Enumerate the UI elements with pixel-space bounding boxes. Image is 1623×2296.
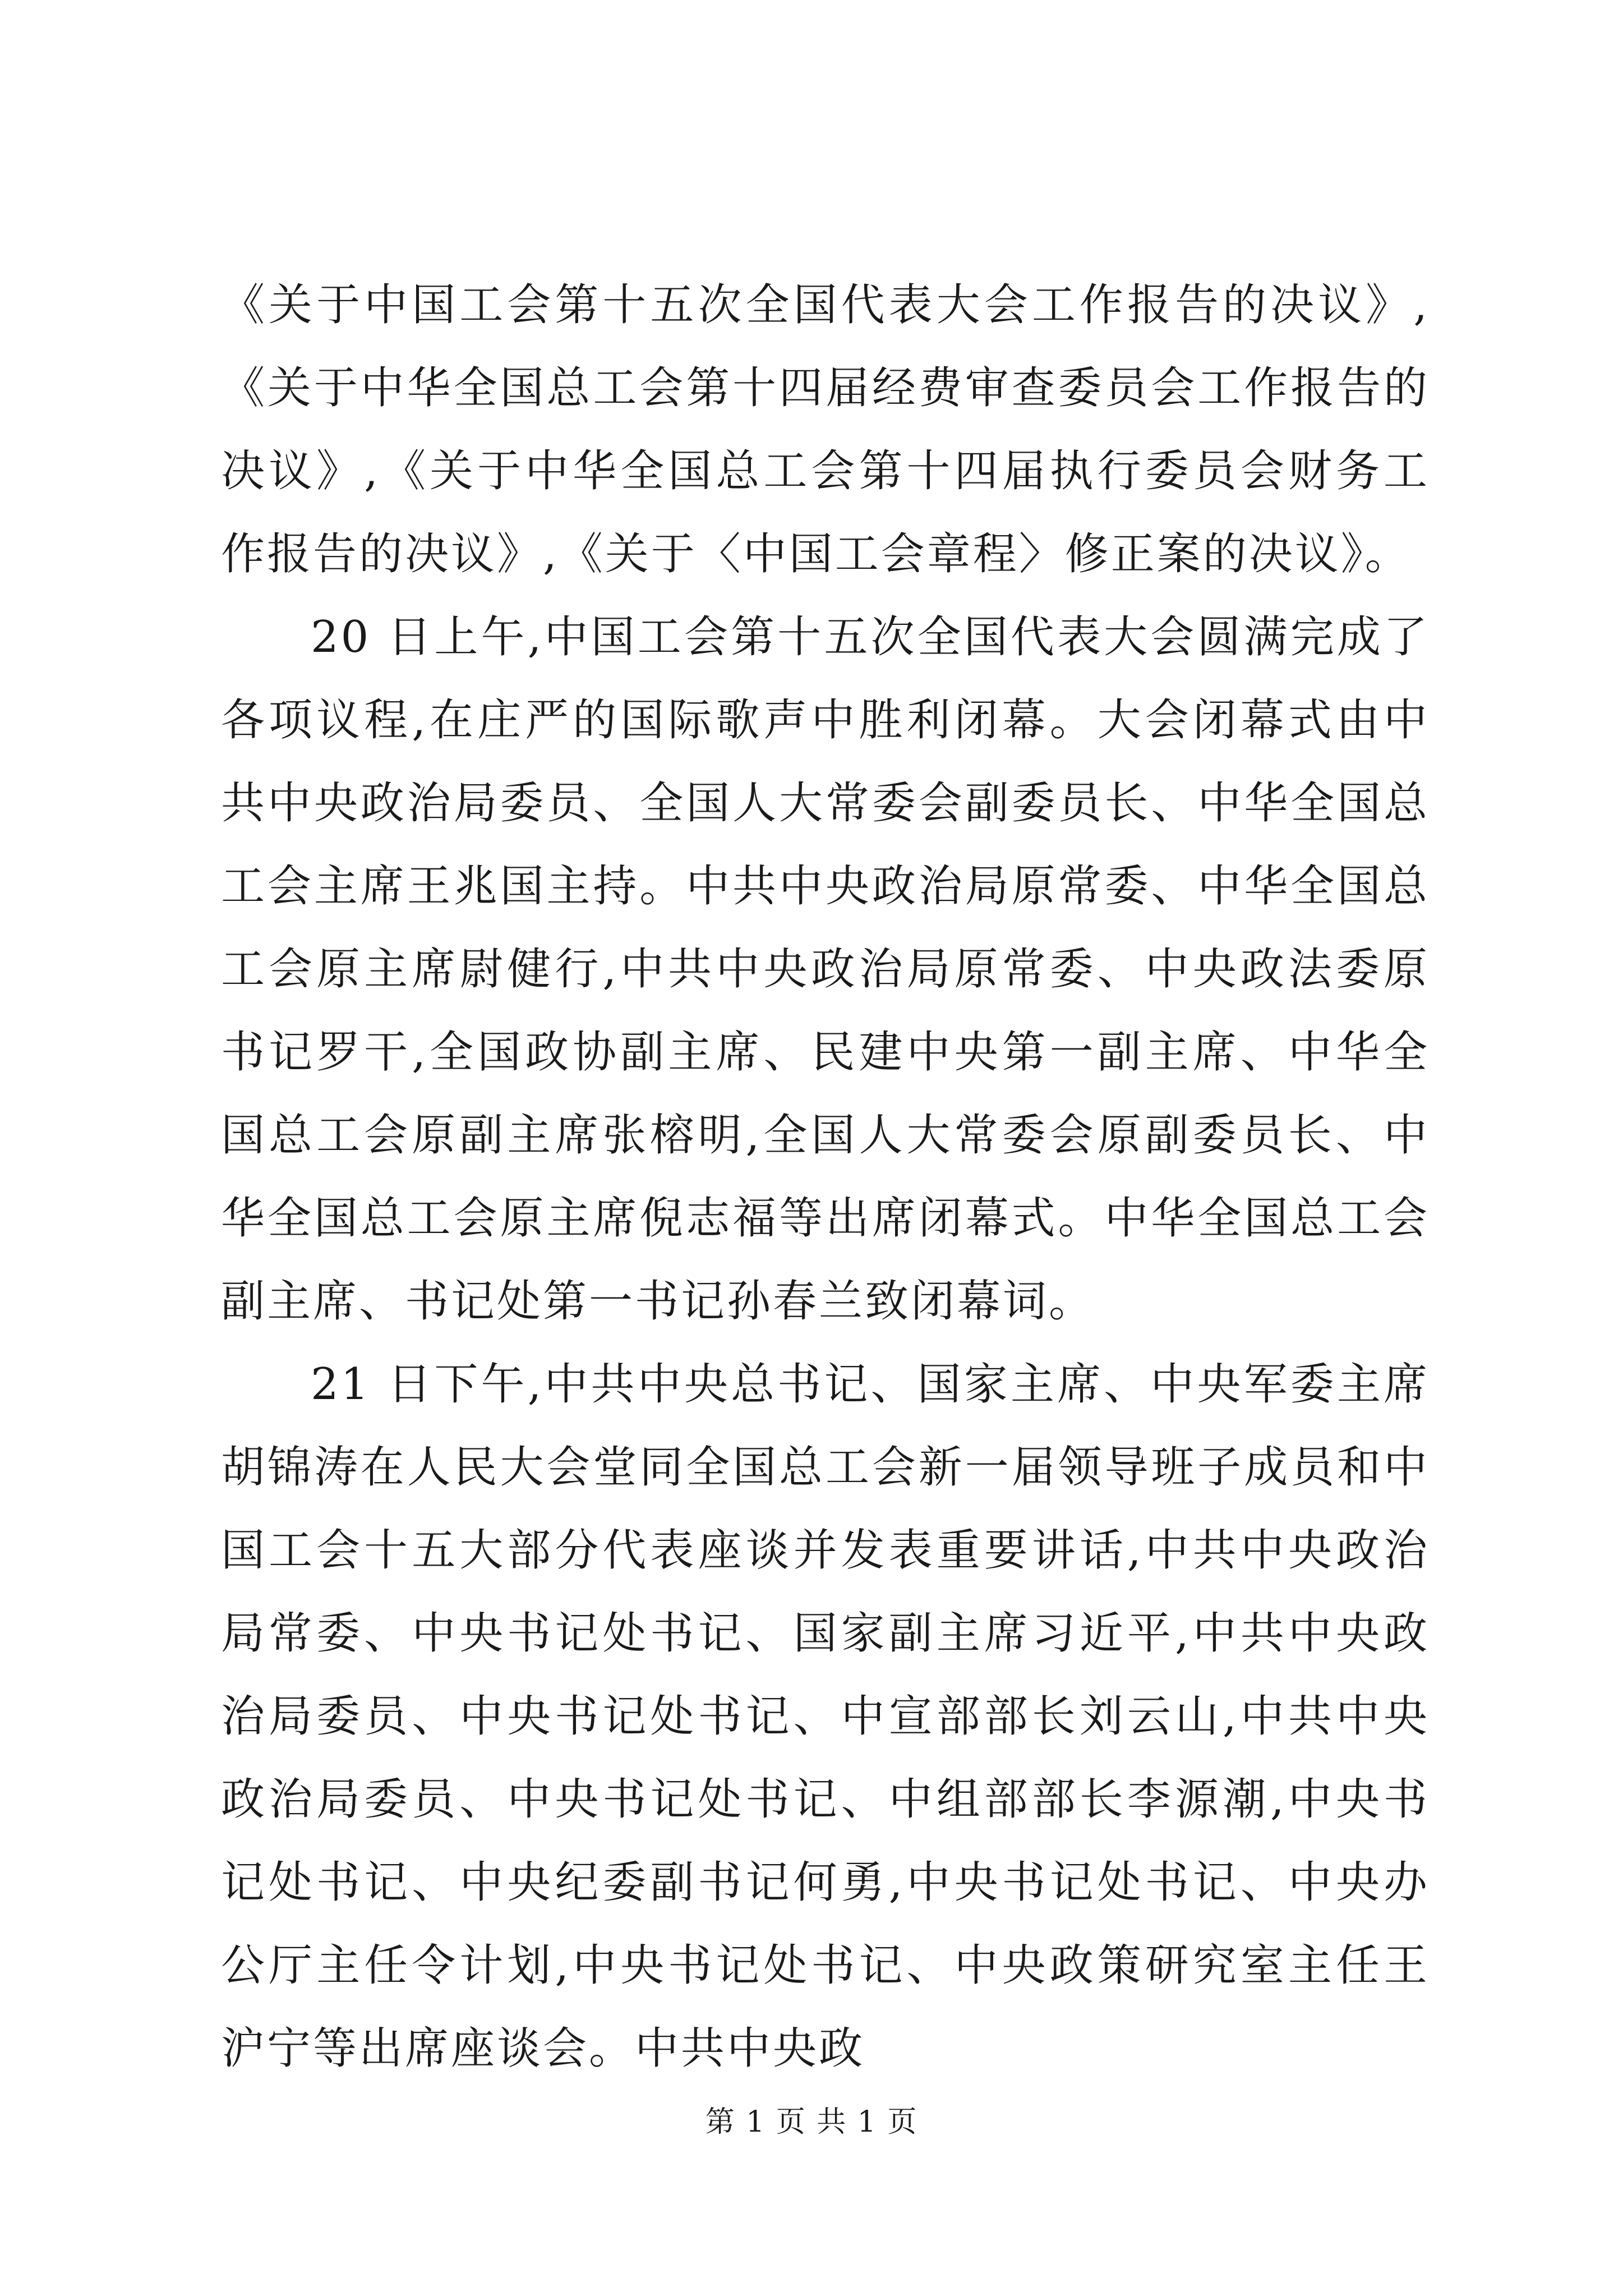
paragraph-3: 21 日下午,中共中央总书记、国家主席、中央军委主席胡锦涛在人民大会堂同全国总工会新一届领导班子成员和中国工会十五大部分代表座谈并发表重要讲话,中共中央政治局常委、中央书记处书记、国家副主席习近平,中共中央政治局委员、中央书记处书记、中宣部部长刘云山,中共中央政治局委员、中央书记处书记、中组部部长李源潮,中央书记处书记、中央纪委副书记何勇,中央书记处书记、中央办公厅主任令计划,中央书记处书记、中央政策研究室主任王沪宁等出席座谈会。中共中央政: [221, 1359, 1430, 2074]
body-text: [221, 264, 1430, 2090]
page-footer: 第 1 页 共 1 页: [705, 2105, 918, 2139]
paragraph-2: 20 日上午,中国工会第十五次全国代表大会圆满完成了各项议程,在庄严的国际歌声中胜利闭幕。大会闭幕式由中共中央政治局委员、全国人大常委会副委员长、中华全国总工会主席王兆国主持。中共中央政治局原常委、中华全国总工会原主席尉健行,中共中央政治局原常委、中央政法委原书记罗干,全国政协副主席、民建中央第一副主席、中华全国总工会原副主席张榕明,全国人大常委会原副委员长、中华全国总工会原主席倪志福等出席闭幕式。中华全国总工会副主席、书记处第一书记孙春兰致闭幕词。: [221, 612, 1430, 1327]
paragraph-1: 《关于中国工会第十五次全国代表大会工作报告的决议》,《关于中华全国总工会第十四届经费审查委员会工作报告的决议》,《关于中华全国总工会第十四届执行委员会财务工作报告的决议》,《关于〈中国工会章程〉修正案的决议》。: [221, 280, 1430, 579]
